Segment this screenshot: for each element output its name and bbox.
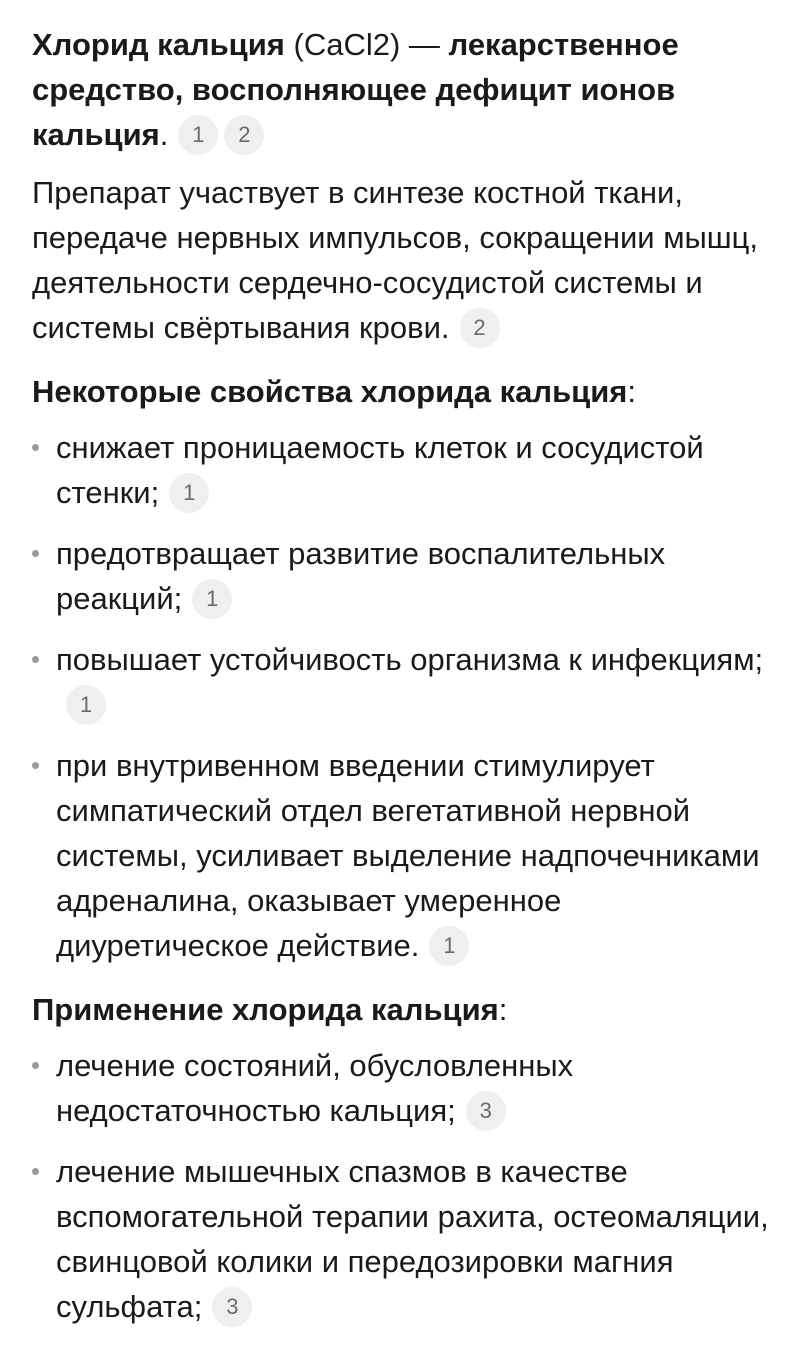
list-item-text: лечение состояний, обусловленных недостаточностью кальция; — [56, 1048, 574, 1128]
bullet-icon — [32, 656, 39, 663]
citation-badge[interactable]: 3 — [212, 1287, 252, 1327]
list-item — [32, 1043, 770, 1133]
properties-heading-colon: : — [627, 374, 636, 409]
list-item — [32, 425, 770, 515]
citation-badge[interactable]: 1 — [178, 115, 218, 155]
bullet-icon — [32, 444, 39, 451]
usage-heading-text: Применение хлорида кальция — [32, 992, 499, 1027]
description-paragraph — [32, 170, 770, 350]
description-text: Препарат участвует в синтезе костной ткани, передаче нервных импульсов, сокращении мышц, деятельности сердечно-сосудистой системы и системы свёртывания крови. — [32, 175, 759, 345]
citation-badge[interactable]: 1 — [192, 579, 232, 619]
bullet-icon — [32, 1062, 39, 1069]
list-item — [32, 531, 770, 621]
properties-list — [32, 425, 770, 968]
usage-list — [32, 1043, 770, 1329]
citation-badge[interactable]: 2 — [224, 115, 264, 155]
list-item — [32, 1149, 770, 1329]
citation-badge[interactable]: 1 — [169, 473, 209, 513]
list-item-text: при внутривенном введении стимулирует симпатический отдел вегетативной нервной системы, усиливает выделение надпочечниками адреналина, оказывает умеренное диуретическое действие. — [56, 748, 760, 963]
intro-term: Хлорид кальция — [32, 27, 285, 62]
list-item-text: предотвращает развитие воспалительных реакций; — [56, 536, 666, 616]
usage-heading-colon: : — [498, 992, 508, 1027]
citation-badge[interactable]: 1 — [429, 926, 469, 966]
citation-badge[interactable]: 1 — [66, 685, 106, 725]
properties-heading-text: Некоторые свойства хлорида кальция — [32, 374, 628, 409]
bullet-icon — [32, 1168, 39, 1175]
citation-badge[interactable]: 2 — [460, 308, 500, 348]
list-item-text: снижает проницаемость клеток и сосудистой стенки; — [56, 430, 704, 510]
list-item — [32, 637, 770, 727]
usage-heading — [32, 987, 770, 1032]
intro-end: . — [159, 117, 169, 152]
intro-paragraph — [32, 22, 770, 157]
list-item-text: повышает устойчивость организма к инфекциям; — [56, 642, 764, 677]
bullet-icon — [32, 762, 39, 769]
list-item-text: лечение мышечных спазмов в качестве вспомогательной терапии рахита, остеомаляции, свинцовой колики и передозировки магния сульфата; — [56, 1154, 769, 1324]
citation-badge[interactable]: 3 — [466, 1091, 506, 1131]
intro-definition: лекарственное средство, восполняющее дефицит ионов кальция — [32, 27, 679, 152]
list-item — [32, 743, 770, 968]
properties-heading — [32, 369, 770, 414]
intro-formula: (CaCl2) — — [284, 27, 449, 62]
bullet-icon — [32, 550, 39, 557]
